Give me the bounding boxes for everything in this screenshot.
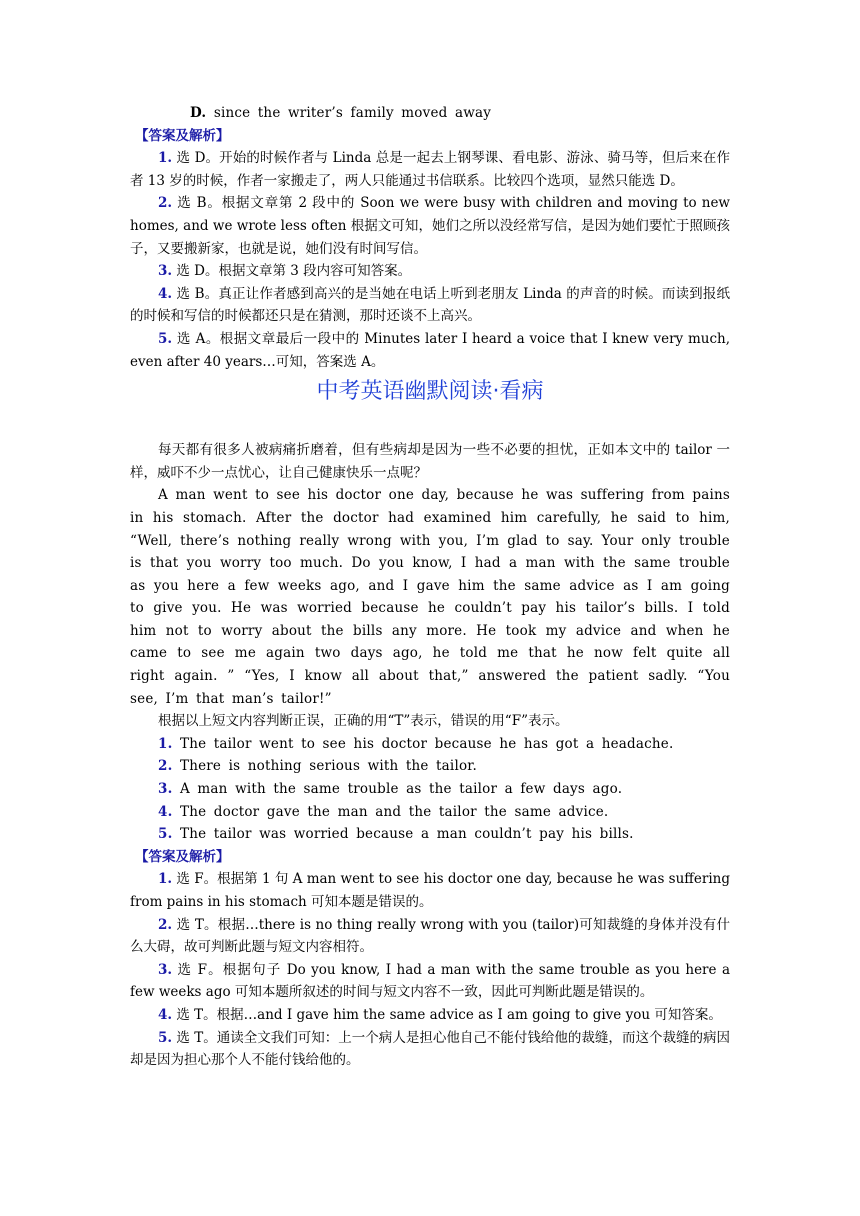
answer-number: 3. [158, 961, 173, 978]
answer-item [130, 959, 730, 1004]
answer-item [130, 914, 730, 959]
answer-number: 2. [158, 195, 173, 212]
question-number: 4. [158, 803, 173, 820]
answer-text: 选 T。根据…there is no thing really wrong with you (tailor)可知裁缝的身体并没有什么大碍，故可判断此题与短文内容相符。 [130, 916, 730, 956]
question-text: The tailor was worried because a man couldn’t pay his bills. [172, 826, 634, 843]
answer-item [130, 328, 730, 373]
answer-text: 选 F。根据句子 Do you know, I had a man with the same trouble as you here a few weeks ago 可知本题所叙述的时间与短文内容不一致，因此可判断此题是错误的。 [130, 961, 730, 1001]
answer-number: 2. [158, 916, 173, 933]
question-item [130, 778, 730, 801]
question-text: There is nothing serious with the tailor. [172, 758, 477, 775]
answer-header: 【答案及解析】 [135, 127, 230, 144]
answer-item [130, 1004, 730, 1027]
option-d [130, 102, 730, 125]
question-number: 1. [158, 735, 173, 752]
question-text: The doctor gave the man and the tailor the same advice. [172, 803, 609, 820]
answer-text: 选 T。根据…and I gave him the same advice as I am going to give you 可知答案。 [172, 1006, 722, 1023]
answer-text: 选 B。根据文章第 2 段中的 Soon we were busy with children and moving to new homes, and we wrote less often 根据文可知，她们之所以没经常写信，是因为她们要忙于照顾孩子，又要搬新家，也就是说，她们没有时间写信。 [130, 195, 730, 257]
document-page [130, 102, 730, 1072]
question-text: A man with the same trouble as the tailor a few days ago. [172, 781, 623, 798]
question-item [130, 733, 730, 756]
question-item [130, 823, 730, 846]
question-text: The tailor went to see his doctor because he has got a headache. [172, 735, 674, 752]
answer-number: 3. [158, 263, 173, 280]
answer-header: 【答案及解析】 [135, 848, 230, 865]
answer-number: 5. [158, 330, 173, 347]
answer-text: 选 A。根据文章最后一段中的 Minutes later I heard a voice that I knew very much, even after 40 years…可知，答案选 A。 [130, 330, 730, 370]
answer-text: 选 T。通读全文我们可知：上一个病人是担心他自己不能付钱给他的裁缝，而这个裁缝的病因却是因为担心那个人不能付钱给他的。 [130, 1029, 730, 1069]
answer-item [130, 1027, 730, 1072]
answer-text: 选 D。开始的时候作者与 Linda 总是一起去上钢琴课、看电影、游泳、骑马等，但后来在作者 13 岁的时候，作者一家搬走了，两人只能通过书信联系。比较四个选项，显然只能选 D。 [130, 150, 730, 189]
answer-item [130, 260, 730, 283]
option-letter: D. [190, 105, 207, 121]
answer-number: 1. [158, 150, 173, 167]
answer-item [130, 192, 730, 260]
answer-text: 选 B。真正让作者感到高兴的是当她在电话上听到老朋友 Linda 的声音的时候。而读到报纸的时候和写信的时候都还只是在猜测，那时还谈不上高兴。 [130, 285, 730, 325]
answer-number: 5. [158, 1029, 173, 1046]
intro-paragraph: 每天都有很多人被病痛折磨着，但有些病却是因为一些不必要的担忧，正如本文中的 tailor 一样，威吓不少一点忧心，让自己健康快乐一点呢？ [130, 442, 730, 481]
question-item [130, 755, 730, 778]
answer-number: 1. [158, 871, 173, 888]
answer-text: 选 D。根据文章第 3 段内容可知答案。 [172, 263, 412, 280]
instruction-text: 根据以上短文内容判断正误，正确的用“T”表示，错误的用“F”表示。 [158, 713, 569, 730]
answer-number: 4. [158, 285, 173, 302]
question-number: 5. [158, 826, 173, 843]
answer-item [130, 147, 730, 192]
answer-item [130, 868, 730, 913]
article-title: 中考英语幽默阅读·看病 [316, 379, 544, 405]
question-number: 2. [158, 758, 173, 775]
question-item [130, 801, 730, 824]
answer-number: 4. [158, 1006, 173, 1023]
question-number: 3. [158, 781, 173, 798]
answer-text: 选 F。根据第 1 句 A man went to see his doctor one day, because he was suffering from pains in his stomach 可知本题是错误的。 [130, 871, 730, 910]
option-text: since the writer’s family moved away [206, 105, 492, 121]
answer-item [130, 283, 730, 328]
story-paragraph: A man went to see his doctor one day, because he was suffering from pains in his stomach. After the doctor had examined him carefully, he said to him, “Well, there’s nothing really wrong with you, I’m glad to say. Your only trouble is that you worry too much. Do you know, I had a man with the same trouble as you here a few weeks ago, and I gave him the same advice as I am going to give you. He was worried because he couldn’t pay his tailor’s bills. I told him not to worry about the bills any more. He took my advice and when he came to see me again two days ago, he told me that he now felt quite all right again. ” “Yes, I know all about that,” answered the patient sadly. “You see, I’m that man’s tailor!” [130, 487, 730, 707]
